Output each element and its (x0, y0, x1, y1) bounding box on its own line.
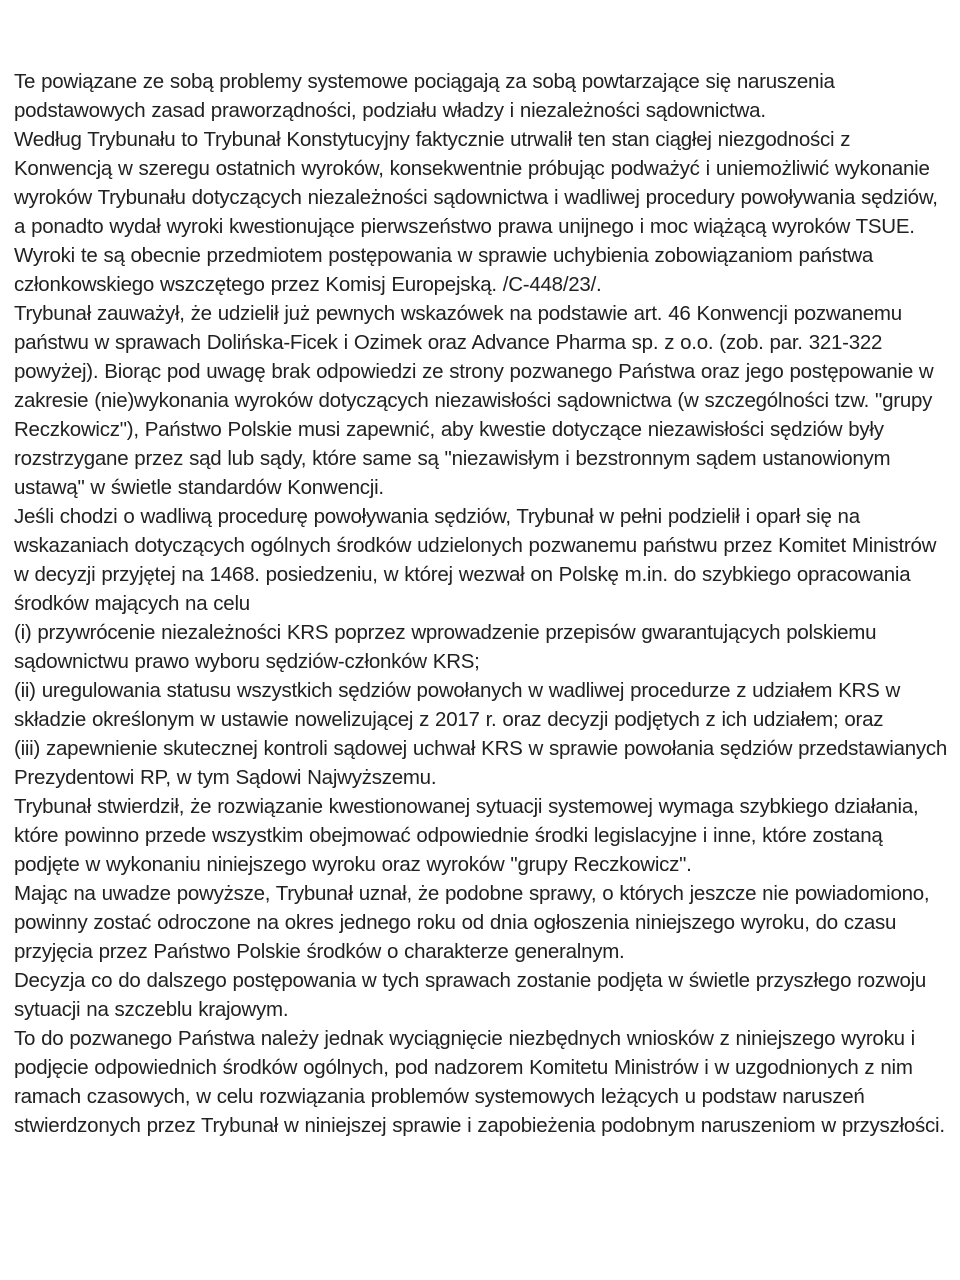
paragraph-measure-i: (i) przywrócenie niezależności KRS poprzez wprowadzenie przepisów gwarantujących polskiemu sądownictwu prawo wyboru sędziów-członków KRS; (14, 621, 877, 673)
paragraph-future-decision: Decyzja co do dalszego postępowania w tych sprawach zostanie podjęta w świetle przyszłego rozwoju sytuacji na szczeblu krajowym. (14, 969, 927, 1021)
paragraph-adjournment: Mając na uwadze powyższe, Trybunał uznał, że podobne sprawy, o których jeszcze nie powiadomiono, powinny zostać odroczone na okres jednego roku od dnia ogłoszenia niniejszego wyroku, do czasu przyjęcia przez Państwo Polskie środków o charakterze generalnym. (14, 882, 930, 963)
paragraph-state-obligations: To do pozwanego Państwa należy jednak wyciągnięcie niezbędnych wniosków z niniejszego wyroku i podjęcie odpowiednich środków ogólnych, pod nadzorem Komitetu Ministrów i w uzgodnionych z nim ramach czasowych, w celu rozwiązania problemów systemowych leżących u podstaw naruszeń stwierdzonych przez Trybunał w niniejszej sprawie i zapobieżenia podobnym naruszeniom w przyszłości. (14, 1027, 945, 1137)
paragraph-art46-guidance: Trybunał zauważył, że udzielił już pewnych wskazówek na podstawie art. 46 Konwencji pozwanemu państwu w sprawach Dolińska-Ficek i Ozimek oraz Advance Pharma sp. z o.o. (zob. par. 321-322 powyżej). Biorąc pod uwagę brak odpowiedzi ze strony pozwanego Państwa oraz jego postępowanie w zakresie (nie)wykonania wyroków dotyczących niezawisłości sądownictwa (w szczególności tzw. "grupy Reczkowicz"), Państwo Polskie musi zapewnić, aby kwestie dotyczące niezawisłości sędziów były rozstrzygane przez sąd lub sądy, które same są "niezawisłym i bezstronnym sądem ustanowionym ustawą" w świetle standardów Konwencji. (14, 302, 934, 499)
document-text-block (14, 67, 948, 1140)
paragraph-constitutional-tribunal: Według Trybunału to Trybunał Konstytucyjny faktycznie utrwalił ten stan ciągłej niezgodności z Konwencją w szeregu ostatnich wyroków, konsekwentnie próbując podważyć i uniemożliwić wykonanie wyroków Trybunału dotyczących niezależności sądownictwa i wadliwej procedury powoływania sędziów, a ponadto wydał wyroki kwestionujące pierwszeństwo prawa unijnego i moc wiążącą wyroków TSUE. Wyroki te są obecnie przedmiotem postępowania w sprawie uchybienia zobowiązaniom państwa członkowskiego wszczętego przez Komisj Europejską. /C-448/23/. (14, 128, 938, 296)
paragraph-measure-iii: (iii) zapewnienie skutecznej kontroli sądowej uchwał KRS w sprawie powołania sędziów przedstawianych Prezydentowi RP, w tym Sądowi Najwyższemu. (14, 737, 948, 789)
paragraph-committee-of-ministers: Jeśli chodzi o wadliwą procedurę powoływania sędziów, Trybunał w pełni podzielił i oparł się na wskazaniach dotyczących ogólnych środków udzielonych pozwanemu państwu przez Komitet Ministrów w decyzji przyjętej na 1468. posiedzeniu, w której wezwał on Polskę m.in. do szybkiego opracowania środków mających na celu (14, 505, 937, 615)
paragraph-systemic-problems: Te powiązane ze sobą problemy systemowe pociągają za sobą powtarzające się naruszenia podstawowych zasad praworządności, podziału władzy i niezależności sądownictwa. (14, 70, 835, 122)
paragraph-legislative-measures: Trybunał stwierdził, że rozwiązanie kwestionowanej sytuacji systemowej wymaga szybkiego działania, które powinno przede wszystkim obejmować odpowiednie środki legislacyjne i inne, które zostaną podjęte w wykonaniu niniejszego wyroku oraz wyroków "grupy Reczkowicz". (14, 795, 919, 876)
paragraph-measure-ii: (ii) uregulowania statusu wszystkich sędziów powołanych w wadliwej procedurze z udziałem KRS w składzie określonym w ustawie nowelizującej z 2017 r. oraz decyzji podjętych z ich udziałem; oraz (14, 679, 901, 731)
